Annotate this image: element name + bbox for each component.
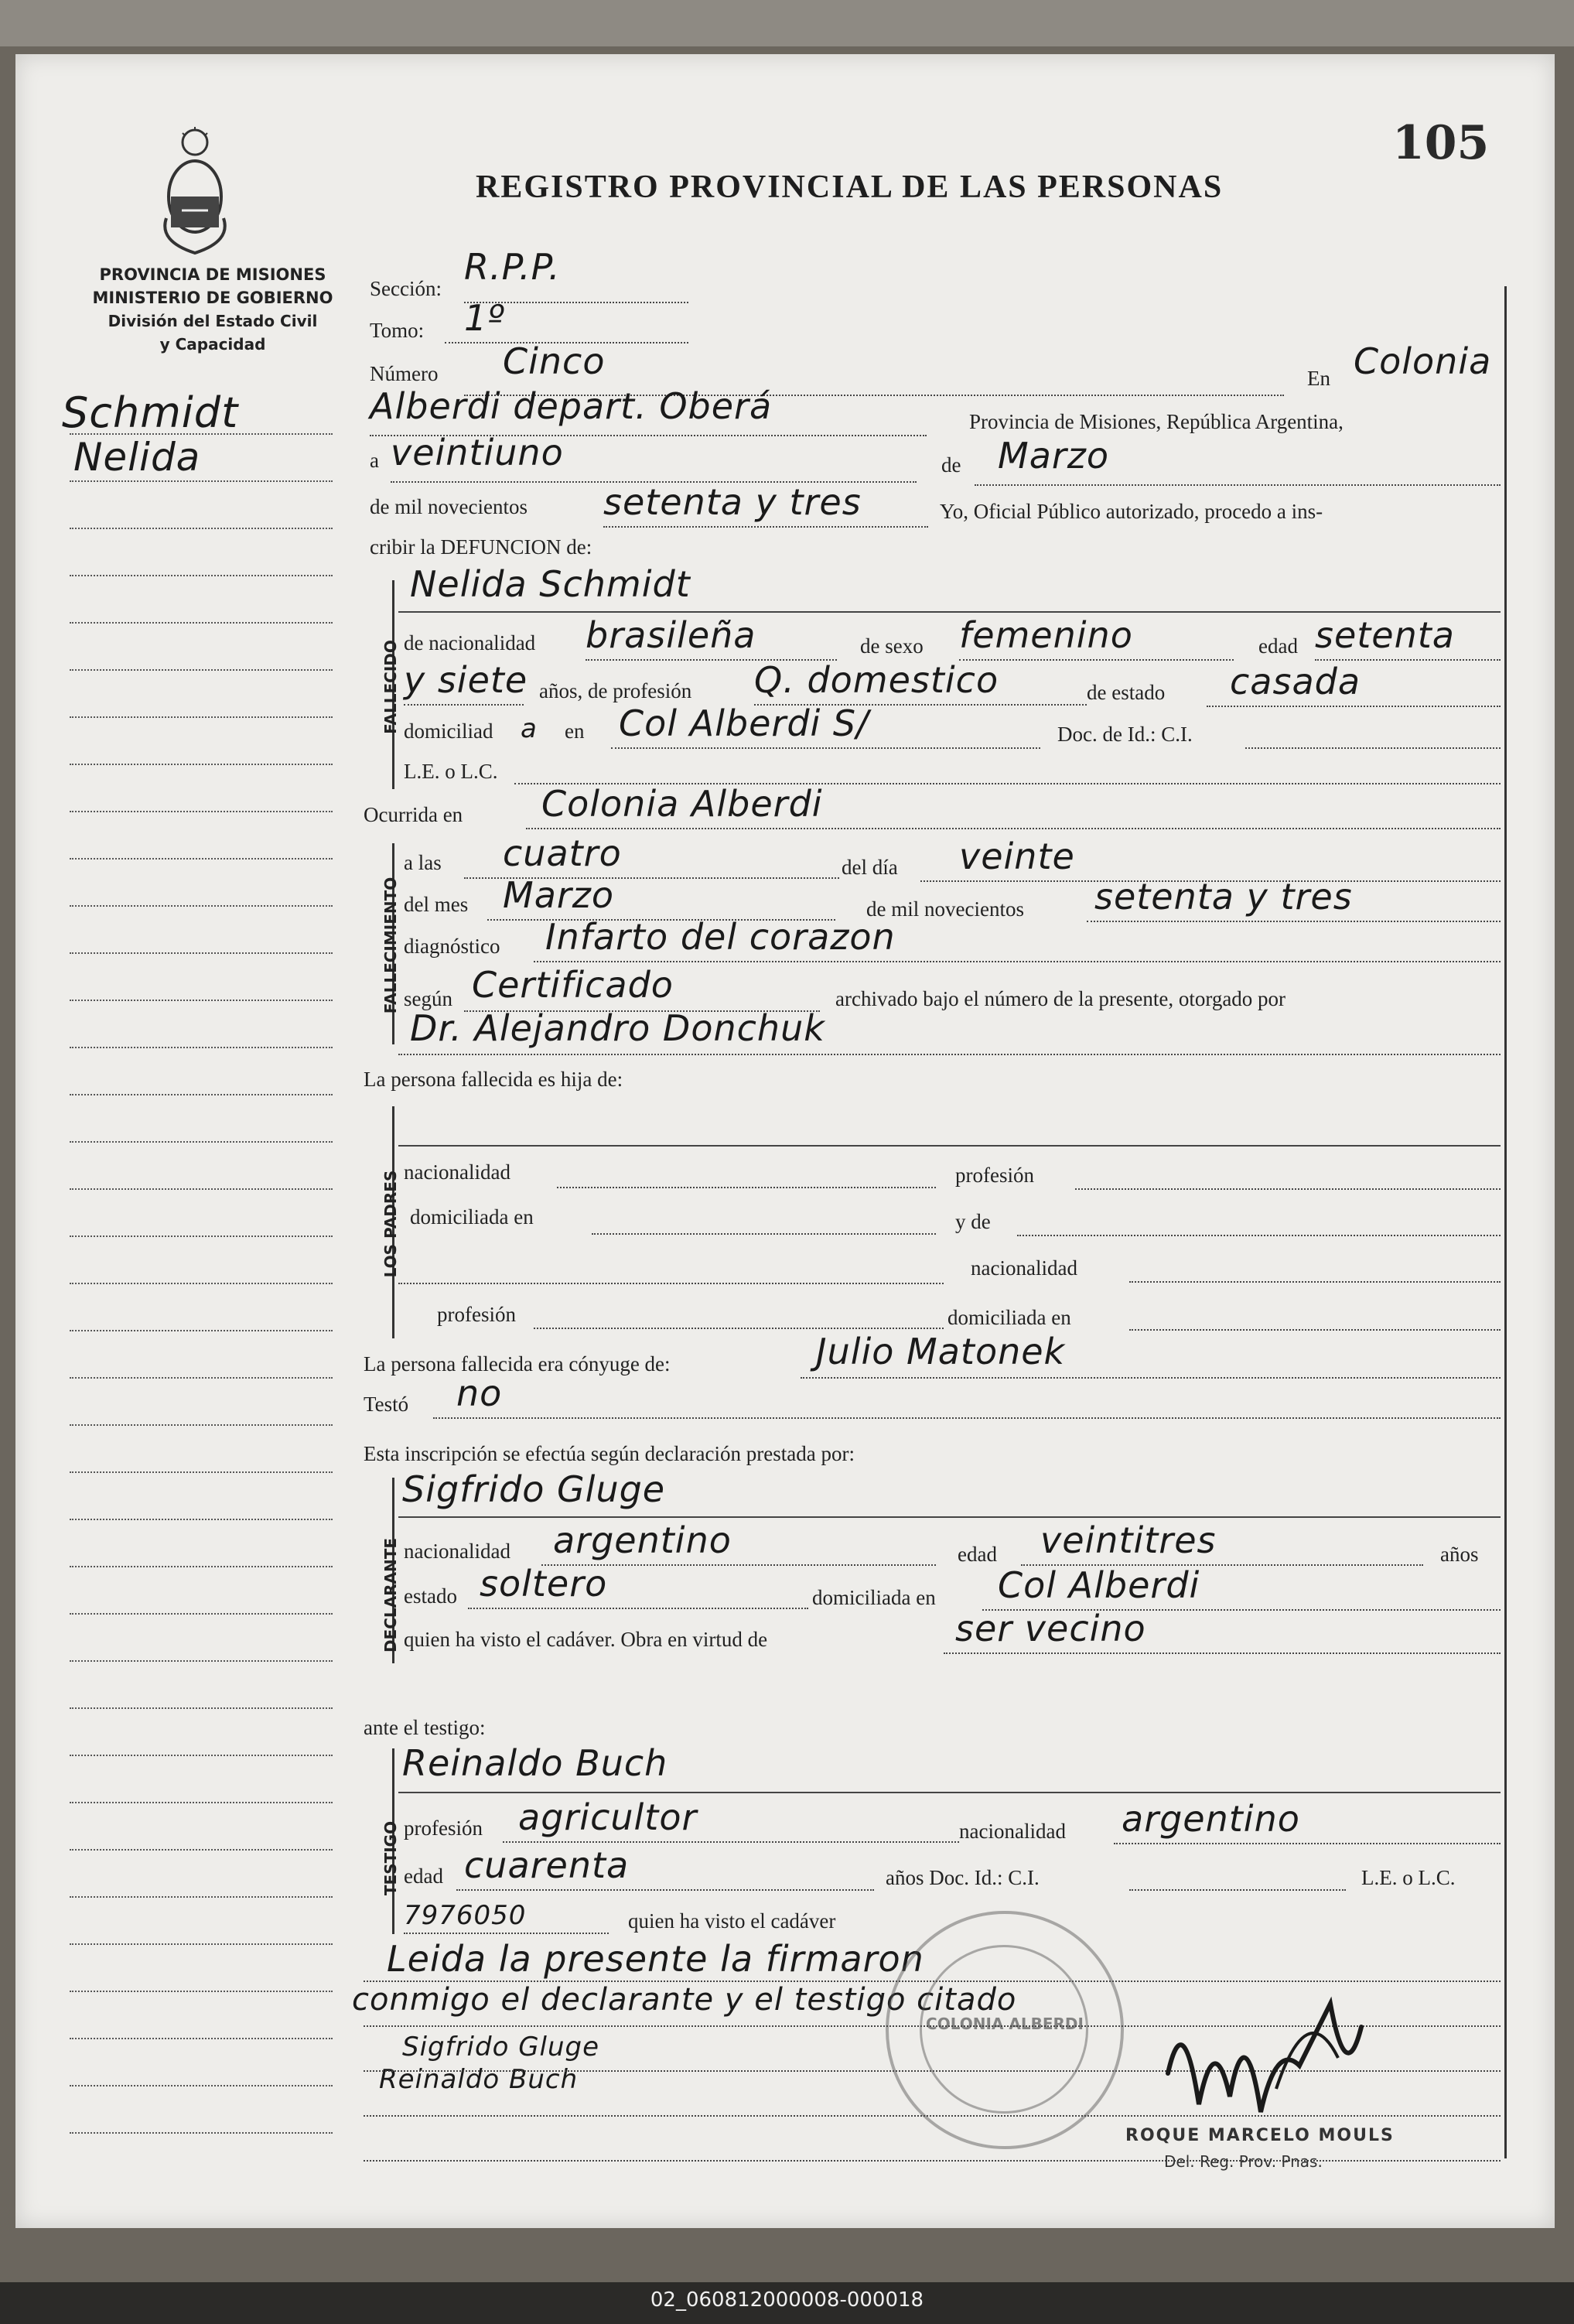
margin-ruled-line	[70, 1471, 333, 1473]
official-stamp	[886, 1911, 1124, 2149]
nacionalidad-label: de nacionalidad	[404, 631, 536, 654]
test-cadaver-label: quien ha visto el cadáver	[628, 1909, 836, 1933]
edad-2-line	[404, 704, 524, 706]
right-border	[1504, 286, 1507, 2158]
margin-ruled-line	[70, 2132, 333, 2134]
dia-muerte-label: del día	[842, 856, 898, 879]
signature-testigo: Reinaldo Buch	[379, 2064, 579, 2095]
margin-ruled-line	[70, 1047, 333, 1048]
ante-testigo-label: ante el testigo:	[364, 1716, 486, 1739]
en-value: Colonia	[1354, 340, 1492, 382]
domicilio-line	[611, 747, 1040, 749]
margin-ruled-line	[70, 1519, 333, 1520]
profesion-label: años, de profesión	[539, 679, 692, 702]
margin-ruled-line	[70, 575, 333, 576]
conyuge-label: La persona fallecida era cónyuge de:	[364, 1352, 671, 1376]
ano-value: setenta y tres	[603, 481, 862, 523]
conyuge-value: Julio Matonek	[816, 1331, 1066, 1372]
lugar-value: Alberdi depart. Oberá	[370, 385, 773, 427]
declarante-line	[398, 1516, 1501, 1518]
decl-estado-label: estado	[404, 1584, 457, 1608]
ano-muerte-value: setenta y tres	[1094, 876, 1353, 918]
diagnostico-value: Infarto del corazon	[545, 916, 896, 958]
decl-virtud-value: ser vecino	[955, 1608, 1146, 1649]
seccion-label: Sección:	[370, 277, 442, 300]
de-mil-label: de mil novecientos	[370, 495, 528, 518]
margin-ruled-line	[70, 433, 333, 435]
profesion-value: Q. domestico	[754, 659, 999, 701]
testo-label: Testó	[364, 1393, 409, 1416]
estado-line	[1207, 706, 1501, 707]
padre-profesion-label: profesión	[955, 1164, 1034, 1187]
authority-ministry: MINISTERIO DE GOBIERNO	[92, 289, 333, 307]
margin-ruled-line	[70, 1707, 333, 1709]
margin-ruled-line	[70, 1094, 333, 1095]
medico-line	[398, 1054, 1501, 1055]
segun-label: según	[404, 987, 452, 1010]
ocurrida-value: Colonia Alberdi	[541, 783, 823, 825]
closing-ruled-line	[364, 2160, 1501, 2162]
testo-value: no	[456, 1372, 503, 1414]
test-edad-value: cuarenta	[464, 1844, 630, 1886]
nombre-value: Nelida Schmidt	[410, 563, 691, 605]
inscribir-label: cribir la DEFUNCION de:	[370, 535, 592, 559]
madre-profesion-label: profesión	[437, 1303, 516, 1326]
madre-nacionalidad-line	[1129, 1281, 1501, 1283]
sexo-line	[959, 659, 1234, 661]
test-doc-line	[404, 1933, 609, 1934]
ano-muerte-label: de mil novecientos	[866, 897, 1024, 921]
ano-muerte-line	[1087, 921, 1501, 922]
test-profesion-value: agricultor	[518, 1796, 698, 1838]
sexo-value: femenino	[959, 614, 1133, 656]
margin-ruled-line	[70, 764, 333, 765]
padre-nombre-line	[398, 1145, 1501, 1147]
edad-label: edad	[1258, 634, 1298, 658]
margin-ruled-line	[70, 1000, 333, 1001]
sexo-label: de sexo	[860, 634, 924, 658]
diagnostico-label: diagnóstico	[404, 935, 500, 958]
authority-division-2: y Capacidad	[159, 335, 266, 354]
domiciliad-label: domiciliad	[404, 719, 493, 743]
numero-value: Cinco	[503, 340, 606, 382]
margin-ruled-line	[70, 1991, 333, 1992]
margin-ruled-line	[70, 669, 333, 671]
tomo-label: Tomo:	[370, 319, 425, 342]
margin-ruled-line	[70, 1849, 333, 1851]
margin-ruled-line	[70, 1377, 333, 1379]
edad-2-value: y siete	[404, 659, 528, 701]
test-profesion-line	[503, 1841, 959, 1843]
dia-muerte-value: veinte	[959, 836, 1075, 877]
madre-nacionalidad-label: nacionalidad	[971, 1256, 1077, 1280]
decl-estado-value: soltero	[480, 1563, 608, 1605]
decl-anos-label: años	[1440, 1543, 1479, 1566]
margin-ruled-line	[70, 1802, 333, 1803]
archivado-label: archivado bajo el número de la presente, otorgado por	[835, 987, 1286, 1010]
margin-ruled-line	[70, 1424, 333, 1426]
decl-cadaver-label: quien ha visto el cadáver. Obra en virtud de	[404, 1628, 768, 1651]
decl-domicilio-label: domiciliada en	[812, 1586, 936, 1609]
margin-ruled-line	[70, 1283, 333, 1284]
mes-muerte-label: del mes	[404, 893, 469, 916]
test-anos-label: años Doc. Id.: C.I.	[886, 1866, 1040, 1889]
dia-value: veintiuno	[391, 432, 564, 473]
ocurrida-line	[526, 828, 1501, 829]
decl-estado-line	[468, 1608, 808, 1609]
decl-virtud-line	[944, 1652, 1501, 1654]
mes-muerte-value: Marzo	[503, 874, 615, 916]
issuing-authority	[70, 263, 356, 356]
margin-ruled-line	[70, 528, 333, 529]
test-profesion-label: profesión	[404, 1816, 483, 1840]
test-ci-line	[1129, 1889, 1346, 1891]
doc-id-line	[1245, 747, 1501, 749]
test-nacionalidad-label: nacionalidad	[959, 1820, 1066, 1843]
estado-label: de estado	[1087, 681, 1166, 704]
ano-line	[603, 526, 928, 528]
margin-surname: Schmidt	[62, 388, 239, 437]
test-le-label: L.E. o L.C.	[1361, 1866, 1456, 1889]
margin-ruled-line	[70, 1566, 333, 1567]
padre-nacionalidad-line	[557, 1187, 936, 1188]
fallecido-side-label: FALLECIDO	[381, 640, 400, 734]
padre-nacionalidad-label: nacionalidad	[404, 1160, 510, 1184]
official-name: ROQUE MARCELO MOULS	[1125, 2126, 1395, 2145]
coat-of-arms-icon	[159, 125, 231, 257]
margin-ruled-line	[70, 1613, 333, 1615]
padre-profesion-line	[1075, 1188, 1501, 1190]
margin-ruled-line	[70, 1141, 333, 1143]
nacionalidad-value: brasileña	[586, 614, 756, 656]
declarante-side-label: DECLARANTE	[381, 1537, 400, 1653]
tomo-value: 1º	[464, 297, 505, 339]
decl-nacionalidad-value: argentino	[553, 1519, 732, 1561]
nombre-line	[398, 611, 1501, 613]
closing-line-1: Leida la presente la firmaron	[387, 1938, 924, 1980]
padre-domicilio-label: domiciliada en	[410, 1205, 534, 1229]
y-de-label: y de	[955, 1210, 991, 1233]
padre-domicilio-line	[592, 1233, 936, 1235]
testigo-line	[398, 1792, 1501, 1793]
padres-extra-line	[398, 1283, 944, 1284]
test-edad-line	[456, 1889, 874, 1891]
decl-edad-value: veintitres	[1040, 1519, 1217, 1561]
margin-ruled-line	[70, 1188, 333, 1190]
authority-province: PROVINCIA DE MISIONES	[99, 265, 326, 284]
madre-profesion-line	[534, 1328, 944, 1329]
margin-ruled-line	[70, 1330, 333, 1331]
madre-domicilio-line	[1129, 1329, 1501, 1331]
segun-value: Certificado	[472, 964, 674, 1006]
hora-label: a las	[404, 851, 442, 874]
diagnostico-line	[534, 961, 1501, 962]
official-title: Del. Reg. Prov. Pnas.	[1164, 2152, 1323, 2171]
declarante-value: Sigfrido Gluge	[402, 1468, 666, 1510]
numero-label: Número	[370, 362, 439, 385]
margin-ruled-line	[70, 952, 333, 954]
margin-ruled-line	[70, 1755, 333, 1756]
margin-first-name: Nelida	[73, 435, 201, 480]
conyuge-line	[801, 1377, 1501, 1379]
edad-value: setenta	[1315, 614, 1455, 656]
hija-de-label: La persona fallecida es hija de:	[364, 1068, 623, 1091]
provincia-label: Provincia de Misiones, República Argentina,	[969, 410, 1344, 433]
decl-nacionalidad-label: nacionalidad	[404, 1540, 510, 1563]
margin-ruled-line	[70, 1943, 333, 1945]
padres-side-label: LOS PADRES	[381, 1170, 400, 1278]
stamp-text: COLONIA ALBERDI	[926, 2015, 1084, 2033]
margin-ruled-line	[70, 811, 333, 812]
le-lc-label: L.E. o L.C.	[404, 760, 498, 783]
official-signature-icon	[1152, 1981, 1400, 2135]
doc-id-label: Doc. de Id.: C.I.	[1057, 723, 1193, 746]
margin-ruled-line	[70, 622, 333, 624]
estado-value: casada	[1230, 661, 1361, 702]
test-nacionalidad-value: argentino	[1122, 1798, 1300, 1840]
a-label: a	[370, 449, 379, 472]
testigo-side-label: TESTIGO	[381, 1820, 400, 1896]
margin-ruled-line	[70, 716, 333, 718]
margin-ruled-line	[70, 1660, 333, 1662]
closing-line-2: conmigo el declarante y el testigo citado	[352, 1982, 1017, 2018]
medico-value: Dr. Alejandro Donchuk	[410, 1007, 825, 1049]
inscripcion-label: Esta inscripción se efectúa según declaración prestada por:	[364, 1442, 855, 1465]
margin-ruled-line	[70, 1235, 333, 1237]
test-doc-value: 7976050	[404, 1900, 527, 1931]
oficial-label: Yo, Oficial Público autorizado, procedo a ins-	[940, 500, 1323, 523]
madre-nombre-line	[1017, 1235, 1501, 1236]
fallecimiento-side-label: FALLECIMIENTO	[381, 877, 400, 1014]
domicilio-value: Col Alberdi S/	[619, 702, 869, 744]
margin-ruled-line	[70, 858, 333, 860]
seccion-value: R.P.P.	[464, 246, 561, 288]
authority-division: División del Estado Civil	[108, 312, 318, 330]
signature-declarante: Sigfrido Gluge	[402, 2032, 600, 2063]
mes-line	[975, 484, 1501, 486]
decl-edad-label: edad	[958, 1543, 997, 1566]
page-number: 105	[1392, 116, 1490, 170]
ocurrida-label: Ocurrida en	[364, 803, 463, 826]
domiciliad-suffix: a	[521, 713, 538, 744]
file-id: 02_060812000008-000018	[650, 2288, 924, 2312]
testigo-value: Reinaldo Buch	[402, 1742, 668, 1784]
test-nacionalidad-line	[1114, 1843, 1501, 1844]
hora-value: cuatro	[503, 832, 622, 874]
domicilio-en-label: en	[565, 719, 585, 743]
decl-domicilio-value: Col Alberdi	[998, 1564, 1200, 1606]
margin-ruled-line	[70, 1896, 333, 1898]
margin-ruled-line	[70, 480, 333, 482]
test-edad-label: edad	[404, 1864, 443, 1888]
document-title: REGISTRO PROVINCIAL DE LAS PERSONAS	[476, 169, 1224, 205]
mes-value: Marzo	[998, 435, 1110, 477]
margin-ruled-line	[70, 905, 333, 907]
margin-ruled-line	[70, 2038, 333, 2039]
binder-spine	[0, 0, 1574, 46]
testo-line	[433, 1417, 1501, 1419]
margin-ruled-line	[70, 2085, 333, 2086]
en-label: En	[1307, 367, 1330, 390]
de-label: de	[941, 453, 961, 477]
madre-domicilio-label: domiciliada en	[947, 1306, 1071, 1329]
